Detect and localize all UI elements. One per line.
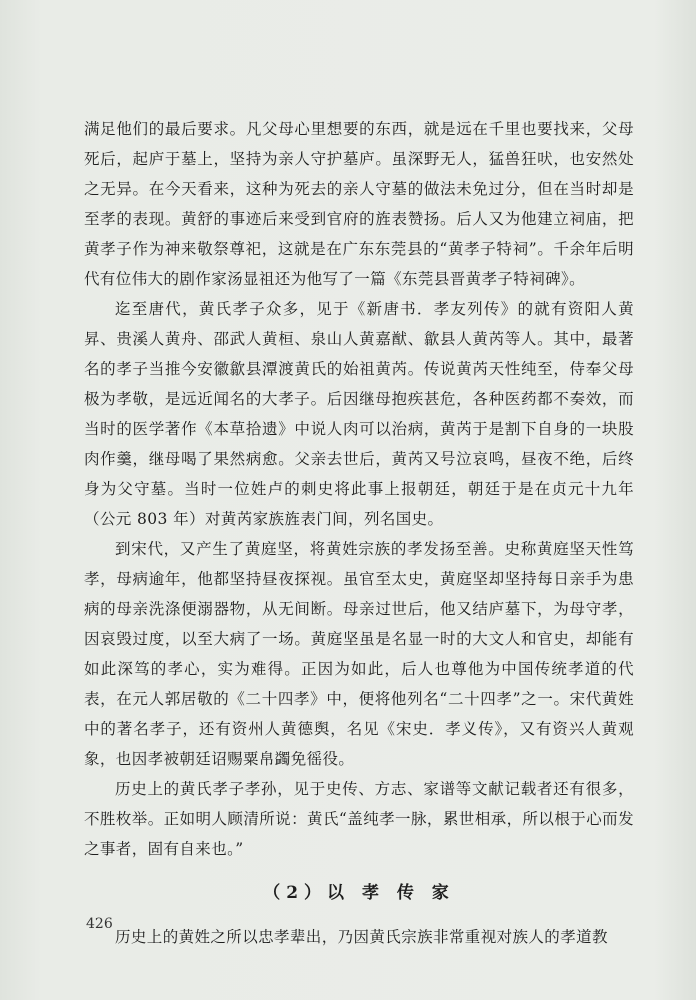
paragraph-history-summary: 历史上的黄氏孝子孝孙，见于史传、方志、家谱等文献记载者还有很多，不胜枚举。正如明人顾清所说：黄氏“盖纯孝一脉，累世相承，所以根于心而发之事者，固有自来也。”	[84, 780, 634, 858]
body-text	[84, 114, 634, 952]
section-heading: （2）以 孝 传 家	[263, 883, 455, 903]
page-number: 426	[86, 916, 113, 932]
paragraph-tang-dynasty: 迄至唐代，黄氏孝子众多，见于《新唐书．孝友列传》的就有资阳人黄昇、贵溪人黄舟、邵武人黄桓、泉山人黄嘉猷、歙县人黄芮等人。其中，最著名的孝子当推今安徽歙县潭渡黄氏的始祖黄芮。传说黄芮天性纯至，侍奉父母极为孝敬，是远近闻名的大孝子。后因继母抱疾甚危，各种医药都不奏效，而当时的医学著作《本草拾遗》中说人肉可以治病，黄芮于是割下自身的一块股肉作羹，继母喝了果然病愈。父亲去世后，黄芮又号泣哀鸣，昼夜不绝，后终身为父守墓。当时一位姓卢的刺史将此事上报朝廷，朝廷于是在贞元十九年（公元 803 年）对黄芮家族旌表门间，列名国史。	[84, 300, 634, 528]
paragraph-song-dynasty: 到宋代，又产生了黄庭坚，将黄姓宗族的孝发扬至善。史称黄庭坚天性笃孝，母病逾年，他都坚持昼夜探视。虽官至太史，黄庭坚却坚持每日亲手为患病的母亲洗涤便溺器物，从无间断。母亲过世后，他又结庐墓下，为母守孝，因哀毁过度，以至大病了一场。黄庭坚虽是名显一时的大文人和官史，却能有如此深笃的孝心，实为难得。正因为如此，后人也尊他为中国传统孝道的代表，在元人郭居敬的《二十四孝》中，便将他列名“二十四孝”之一。宋代黄姓中的著名孝子，还有资州人黄德舆，名见《宋史．孝义传》，又有资兴人黄观象，也因孝被朝廷诏赐粟帛蠲免徭役。	[84, 540, 634, 768]
paragraph-continuation: 满足他们的最后要求。凡父母心里想要的东西，就是远在千里也要找来，父母死后，起庐于墓上，坚持为亲人守护墓庐。虽深野无人，猛兽狂吠，也安然处之无异。在今天看来，这种为死去的亲人守墓的做法未免过分，但在当时却是至孝的表现。黄舒的事迹后来受到官府的旌表赞扬。后人又为他建立祠庙，把黄孝子作为神来敬祭尊祀，这就是在广东东莞县的“黄孝子特祠”。千余年后明代有位伟大的剧作家汤显祖还为他写了一篇《东莞县晋黄孝子特祠碑》。	[84, 120, 634, 288]
paragraph-closing: 历史上的黄姓之所以忠孝辈出，乃因黄氏宗族非常重视对族人的孝道教	[115, 928, 608, 946]
